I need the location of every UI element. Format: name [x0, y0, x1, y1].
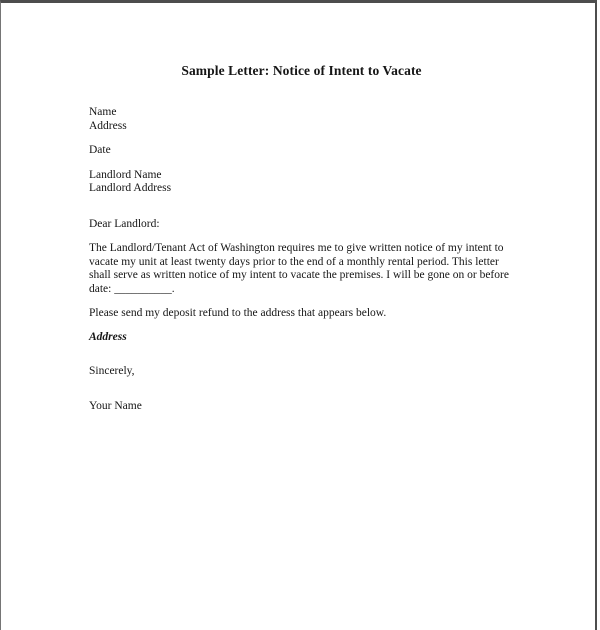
closing: Sincerely,	[89, 365, 135, 377]
letter-title: Sample Letter: Notice of Intent to Vacate	[181, 63, 422, 78]
date-line: Date	[89, 144, 111, 156]
sender-block	[89, 106, 514, 133]
landlord-address-line: Landlord Address	[89, 182, 172, 194]
sender-name-line: Name	[89, 106, 117, 118]
deposit-refund-line: Please send my deposit refund to the address that appears below.	[89, 307, 387, 319]
landlord-name-line: Landlord Name	[89, 168, 162, 181]
body-paragraph: The Landlord/Tenant Act of Washington requires me to give written notice of my intent to vacate my unit at least twenty days prior to the end of a monthly rental period. This letter shall serve as written notice of my intent to vacate the premises. I will be gone on or before date: __________.	[89, 242, 509, 295]
sender-address-line: Address	[89, 119, 127, 132]
landlord-block	[89, 169, 514, 196]
salutation: Dear Landlord:	[89, 217, 160, 230]
address-placeholder: Address	[89, 330, 127, 343]
signature-name: Your Name	[89, 399, 142, 412]
